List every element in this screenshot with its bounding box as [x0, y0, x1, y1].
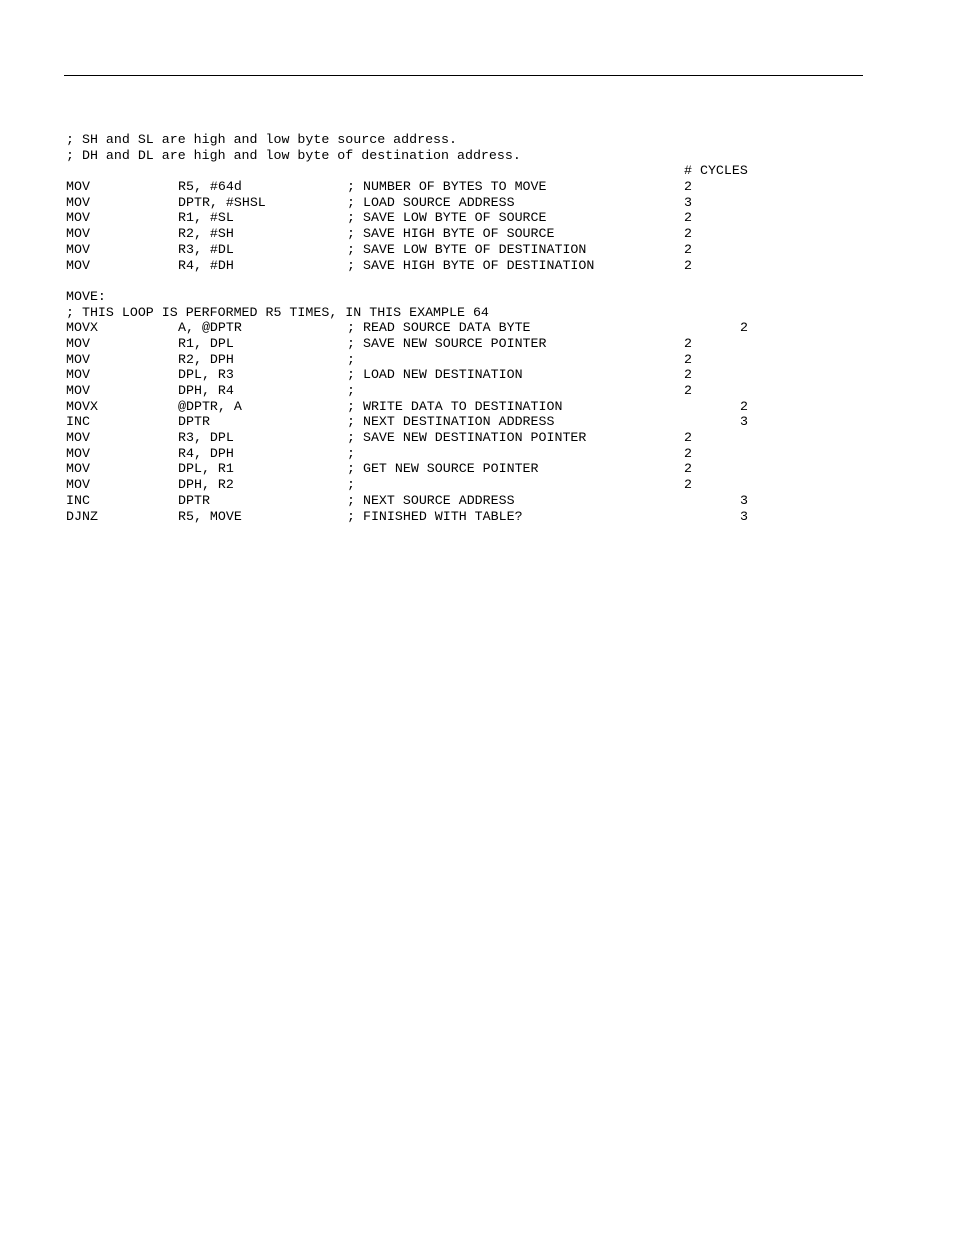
opcode: MOV	[66, 430, 90, 446]
operand: R3, #DL	[178, 241, 234, 257]
cycle-count: 3	[684, 194, 692, 210]
opcode: INC	[66, 492, 90, 508]
operand: R2, DPH	[178, 351, 234, 367]
code-line	[66, 226, 866, 242]
line-comment: ; SAVE LOW BYTE OF SOURCE	[347, 210, 547, 226]
operand: DPH, R4	[178, 383, 234, 398]
code-line	[66, 493, 866, 509]
operand: DPL, R1	[178, 461, 234, 477]
line-comment: ; SAVE LOW BYTE OF DESTINATION	[347, 241, 587, 257]
operand: DPTR	[178, 414, 210, 430]
line-comment: ; SAVE NEW DESTINATION POINTER	[347, 430, 587, 446]
code-line	[66, 320, 866, 336]
opcode: MOV	[66, 335, 90, 351]
code-line	[66, 367, 866, 383]
cycles-header-line	[66, 163, 866, 179]
code-line	[66, 446, 866, 462]
opcode: MOV	[66, 179, 90, 195]
operand: R2, #SH	[178, 226, 234, 242]
cycle-count: 3	[740, 492, 748, 508]
code-line	[66, 430, 866, 446]
header-comment: ; SH and SL are high and low byte source address.	[66, 132, 457, 147]
line-comment: ; READ SOURCE DATA BYTE	[347, 320, 531, 336]
line-comment: ; LOAD NEW DESTINATION	[347, 367, 523, 383]
line-comment: ; NEXT DESTINATION ADDRESS	[347, 414, 555, 430]
blank-line	[66, 273, 866, 289]
opcode: MOV	[66, 210, 90, 226]
opcode: MOV	[66, 445, 90, 461]
opcode: MOV	[66, 383, 90, 398]
opcode: MOV	[66, 367, 90, 383]
loop-comment: ; THIS LOOP IS PERFORMED R5 TIMES, IN THIS EXAMPLE 64	[66, 304, 489, 320]
code-line	[66, 210, 866, 226]
line-comment: ; NUMBER OF BYTES TO MOVE	[347, 179, 547, 195]
operand: @DPTR, A	[178, 398, 242, 414]
operand: R5, #64d	[178, 179, 242, 195]
loop-label: MOVE:	[66, 288, 106, 304]
operand: DPL, R3	[178, 367, 234, 383]
cycle-count: 2	[684, 367, 692, 383]
cycle-count: 3	[740, 508, 748, 524]
cycle-count: 2	[740, 398, 748, 414]
line-comment: ;	[347, 445, 355, 461]
line-comment: ; WRITE DATA TO DESTINATION	[347, 398, 563, 414]
setup-block	[66, 179, 866, 273]
opcode: MOV	[66, 241, 90, 257]
code-line	[66, 461, 866, 477]
cycle-count: 2	[684, 257, 692, 273]
code-line	[66, 336, 866, 352]
code-line	[66, 258, 866, 274]
code-line	[66, 414, 866, 430]
code-line	[66, 195, 866, 211]
header-rule	[64, 75, 863, 76]
operand: R3, DPL	[178, 430, 234, 446]
line-comment: ; NEXT SOURCE ADDRESS	[347, 492, 515, 508]
opcode: MOV	[66, 226, 90, 242]
cycle-count: 2	[684, 241, 692, 257]
header-comment: ; DH and DL are high and low byte of destination address.	[66, 147, 521, 163]
code-line	[66, 477, 866, 493]
opcode: INC	[66, 414, 90, 430]
code-listing	[66, 132, 866, 524]
line-comment: ; FINISHED WITH TABLE?	[347, 508, 523, 524]
opcode: MOV	[66, 351, 90, 367]
code-line	[66, 242, 866, 258]
operand: R1, #SL	[178, 210, 234, 226]
cycle-count: 2	[684, 383, 692, 398]
code-line	[66, 399, 866, 415]
code-line	[66, 383, 866, 399]
cycle-count: 2	[684, 226, 692, 242]
cycle-count: 2	[740, 320, 748, 336]
cycles-header: # CYCLES	[684, 163, 748, 179]
line-comment: ; SAVE NEW SOURCE POINTER	[347, 335, 547, 351]
line-comment: ;	[347, 383, 355, 398]
line-comment: ; GET NEW SOURCE POINTER	[347, 461, 539, 477]
cycle-count: 2	[684, 461, 692, 477]
cycle-count: 2	[684, 430, 692, 446]
operand: R5, MOVE	[178, 508, 242, 524]
opcode: DJNZ	[66, 508, 98, 524]
operand: DPTR, #SHSL	[178, 194, 266, 210]
opcode: MOV	[66, 194, 90, 210]
code-line	[66, 352, 866, 368]
cycle-count: 2	[684, 210, 692, 226]
loop-comment-line	[66, 305, 866, 321]
cycle-count: 3	[740, 414, 748, 430]
line-comment: ; SAVE HIGH BYTE OF SOURCE	[347, 226, 555, 242]
operand: DPTR	[178, 492, 210, 508]
operand: R1, DPL	[178, 335, 234, 351]
operand: A, @DPTR	[178, 320, 242, 336]
cycle-count: 2	[684, 179, 692, 195]
code-line	[66, 179, 866, 195]
loop-block	[66, 320, 866, 524]
code-line	[66, 509, 866, 525]
opcode: MOV	[66, 257, 90, 273]
line-comment: ;	[347, 477, 355, 493]
header-comment-line	[66, 148, 866, 164]
opcode: MOV	[66, 461, 90, 477]
cycle-count: 2	[684, 477, 692, 493]
loop-label-line	[66, 289, 866, 305]
line-comment: ; LOAD SOURCE ADDRESS	[347, 194, 515, 210]
line-comment: ; SAVE HIGH BYTE OF DESTINATION	[347, 257, 595, 273]
cycle-count: 2	[684, 351, 692, 367]
operand: R4, DPH	[178, 445, 234, 461]
opcode: MOV	[66, 477, 90, 493]
opcode: MOVX	[66, 398, 98, 414]
opcode: MOVX	[66, 320, 98, 336]
operand: DPH, R2	[178, 477, 234, 493]
line-comment: ;	[347, 351, 355, 367]
cycle-count: 2	[684, 445, 692, 461]
cycle-count: 2	[684, 335, 692, 351]
header-comment-line	[66, 132, 866, 148]
operand: R4, #DH	[178, 257, 234, 273]
